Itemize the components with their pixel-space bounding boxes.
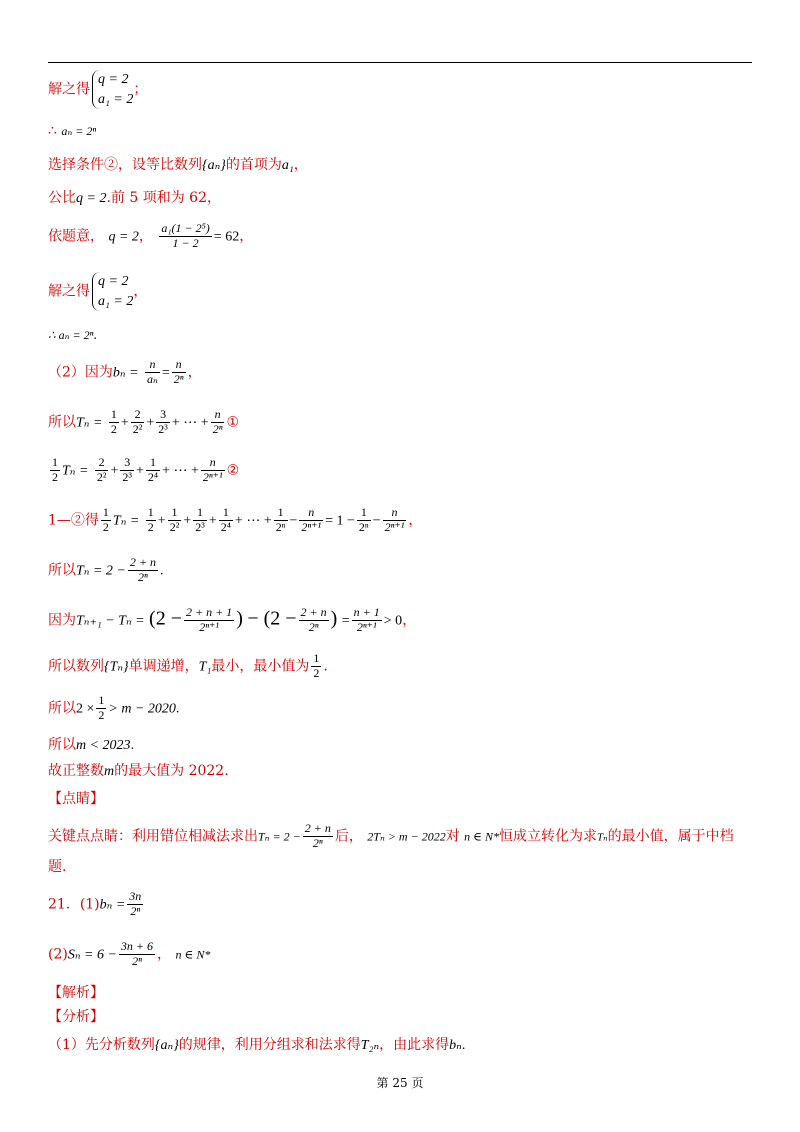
section-fenxi: 【分析】 — [48, 1009, 104, 1025]
key-point-line: 关键点点睛：利用错位相减法求出Tₙ = 2 − $\frac{2 + n}{\text{2ⁿ}}$ 后， 2Tₙ > m − 2022对 n ∈ N*恒成立转化为求Tₙ的最小值，属于中档 — [48, 821, 734, 850]
answer-21-part-2: (2)Sₙ = 6 − $\frac{3n + 6}{\text{2ⁿ}}$ ， n ∈ N* — [48, 939, 211, 968]
answer-21-part-1: 21．(1)bₙ = $\frac{3n}{\text{2ⁿ}}$ — [48, 889, 142, 918]
solution-line-6: 解之得 q = 2 a₁ = 2 ， — [48, 272, 147, 311]
solution-line-14: 所以数列{Tₙ}单调递增，T₁最小，最小值为 $\frac{1}{2}$ . — [48, 651, 328, 680]
solution-line-2: ∴ aₙ = 2ⁿ — [48, 123, 97, 139]
solution-line-5: 依题意， q = 2， $\frac{\text{a₁(1 − 2⁵)}}{1 - 2}$ = 62， — [48, 221, 254, 250]
equation-system: q = 2 a₁ = 2 — [92, 272, 133, 311]
solution-line-13: 因为Tₙ₊₁ − Tₙ = (2 − $\frac{2 + n + 1}{\text{2ⁿ⁺¹}}$ ) − (2 − $\frac{2 + n}{\text{2ⁿ}}$ ) = $\frac{n + 1}{\text{2ⁿ⁺¹}}$ > 0， — [48, 605, 417, 634]
text: 解之得 — [48, 81, 90, 98]
solution-line-1: 解之得 q = 2 a₁ = 2 ； — [48, 70, 147, 109]
solution-line-4: 公比q = 2.前 5 项和为 62， — [48, 190, 221, 206]
solution-line-3: 选择条件②，设等比数列{aₙ}的首项为a₁， — [48, 157, 308, 173]
solution-line-15: 所以2 × $\frac{1}{2}$ > m − 2020. — [48, 693, 180, 722]
solution-line-11: 1—②得 $\frac{1}{2}$ Tₙ = $\frac{1}{2}$ + $\frac{1}{\text{2²}}$ + $\frac{1}{\text{2³}}$ + $\frac{1}{\text{2⁴}}$ + ⋯ + $\frac{1}{\text{2ⁿ}}$ − $\frac{n}{\text{2ⁿ⁺¹}}$ = 1 − $\frac{1}{\text{2ⁿ}}$ − $\frac{n}{\text{2ⁿ⁺¹}}$ ， — [48, 505, 423, 534]
page-number: 第 25 页 — [376, 1076, 424, 1090]
solution-line-17: 故正整数m的最大值为 2022. — [48, 763, 229, 779]
solution-line-16: 所以m < 2023. — [48, 737, 135, 753]
key-point-line-end: 题. — [48, 859, 67, 875]
equation-system: q = 2 a₁ = 2 — [92, 70, 133, 109]
solution-line-9: 所以Tₙ = $\frac{1}{2}$ + $\frac{2}{\text{2²}}$ + $\frac{3}{\text{2³}}$ + ⋯ + $\frac{n}{\text{2ⁿ}}$ ① — [48, 407, 240, 436]
solution-line-12: 所以Tₙ = 2 − $\frac{2 + n}{\text{2ⁿ}}$ . — [48, 555, 164, 584]
fraction: $\frac{\text{a₁(1 − 2⁵)}}{1 - 2}$ — [161, 221, 210, 250]
header-rule — [48, 62, 752, 63]
analysis-line: （1）先分析数列{aₙ}的规律，利用分组求和法求得T₂ₙ，由此求得bₙ. — [48, 1037, 466, 1053]
section-dianjing: 【点睛】 — [48, 791, 104, 807]
section-jiexi: 【解析】 — [48, 985, 104, 1001]
solution-line-7: ∴ aₙ = 2ⁿ. — [48, 328, 97, 343]
solution-line-10: $\frac{1}{2}$ Tₙ = $\frac{2}{\text{2²}}$ + $\frac{3}{\text{2³}}$ + $\frac{1}{\text{2⁴}}$ + ⋯ + $\frac{n}{\text{2ⁿ⁺¹}}$ ② — [52, 455, 240, 484]
solution-line-8: （2）因为bₙ = $\frac{n}{\text{aₙ}}$ = $\frac{n}{\text{2ⁿ}}$ ， — [48, 357, 202, 386]
formula: aₙ = 2ⁿ — [61, 124, 97, 138]
